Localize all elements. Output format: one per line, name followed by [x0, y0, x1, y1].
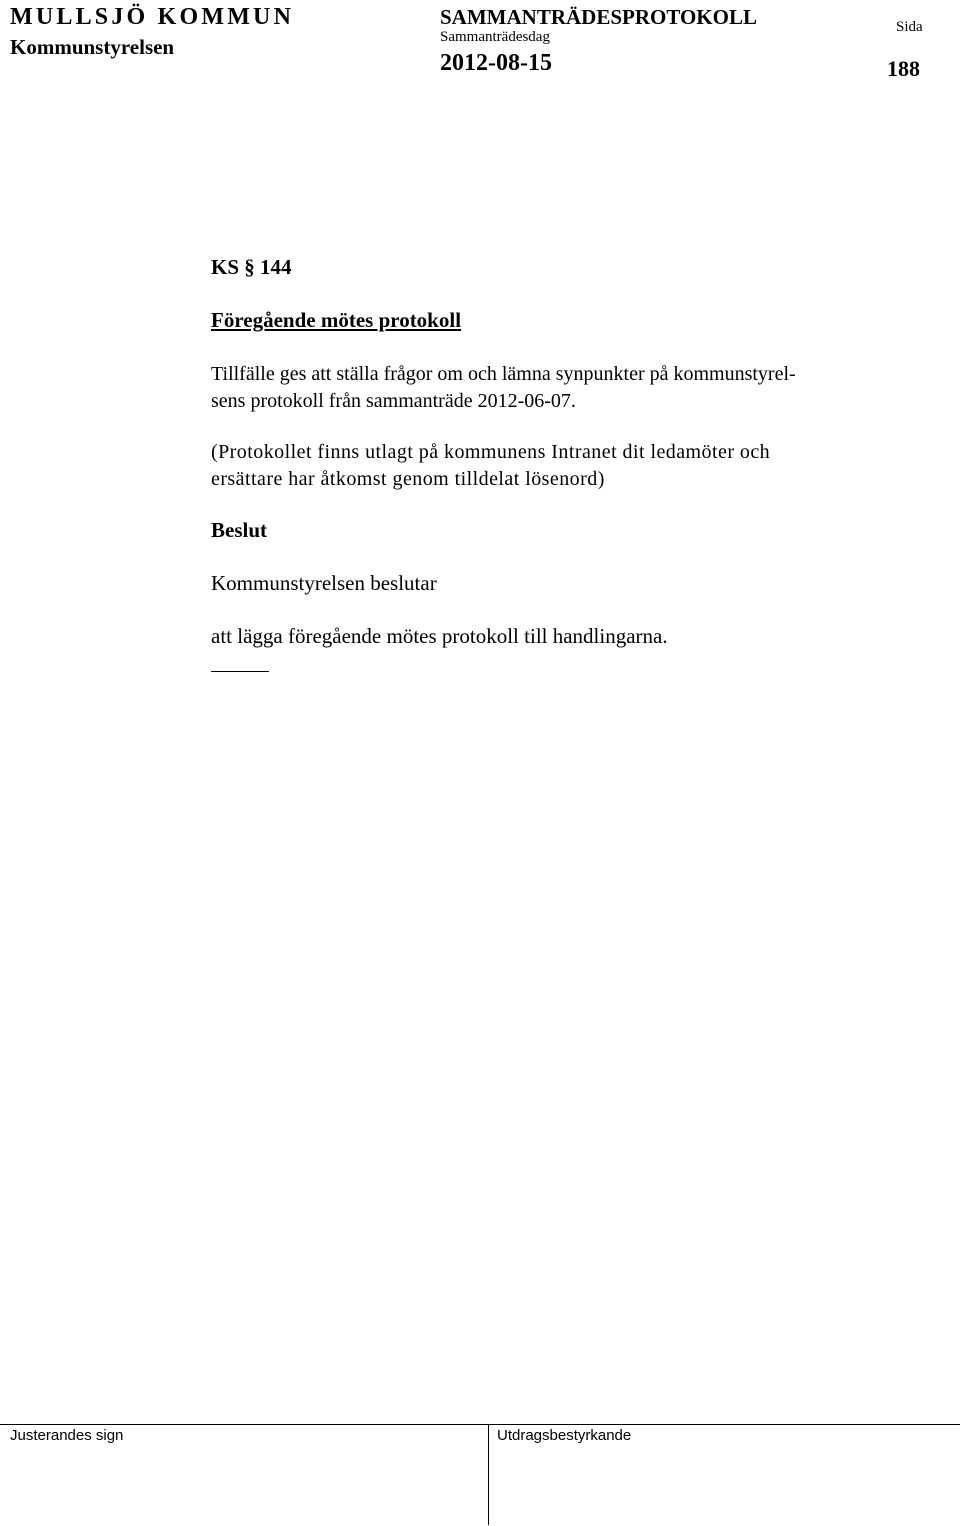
- decision-intro: Kommunstyrelsen beslutar: [211, 571, 437, 595]
- intro-text-line: Tillfälle ges att ställa frågor om och lämna synpunkter på kommunstyrel-: [211, 363, 796, 385]
- section-end-rule: [211, 671, 269, 672]
- decision-text: att lägga föregående mötes protokoll till handlingarna.: [211, 624, 668, 648]
- committee-name: Kommunstyrelsen: [10, 35, 175, 59]
- note-text-line: ersättare har åtkomst genom tilldelat lösenord): [211, 468, 605, 490]
- footer-rule: [0, 1424, 960, 1425]
- extract-certification-label: Utdragsbestyrkande: [497, 1427, 632, 1444]
- section-title: Föregående mötes protokoll: [211, 308, 462, 332]
- section-number: KS § 144: [211, 255, 292, 279]
- meeting-date: 2012-08-15: [440, 50, 552, 76]
- page-label: Sida: [896, 19, 923, 35]
- document-type: SAMMANTRÄDESPROTOKOLL: [440, 5, 757, 29]
- note-text-line: (Protokollet finns utlagt på kommunens Intranet dit ledamöter och: [211, 441, 771, 463]
- intro-text-line: sens protokoll från sammanträde 2012-06-07.: [211, 390, 576, 412]
- meeting-date-label: Sammanträdesdag: [440, 29, 550, 45]
- page-number: 188: [887, 56, 920, 81]
- organization-name: MULLSJÖ KOMMUN: [10, 4, 295, 30]
- footer-divider: [488, 1425, 489, 1525]
- adjuster-signature-label: Justerandes sign: [10, 1427, 124, 1444]
- decision-heading: Beslut: [211, 518, 268, 542]
